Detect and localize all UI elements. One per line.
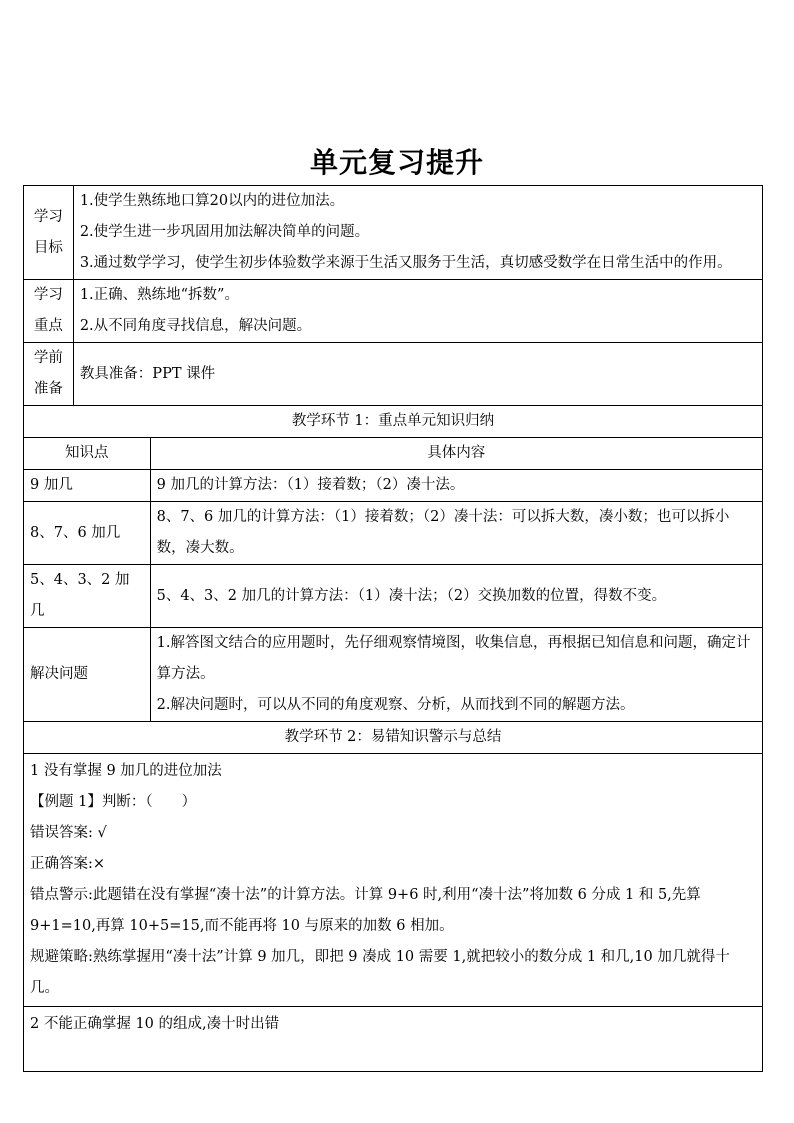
mistake-title: 2 不能正确掌握 10 的组成,凑十时出错 bbox=[30, 1016, 280, 1032]
mistake-block-1 bbox=[24, 754, 763, 1007]
mistake-warning: 错点警示:此题错在没有掌握“凑十法”的计算方法。计算 9+6 时,利用“凑十法”将加数 6 分成 1 和 5,先算 9+1=10,再算 10+5=15,而不能再将 10 与原来的加数 6 相加。 bbox=[30, 887, 701, 934]
preparation-content: 教具准备：PPT 课件 bbox=[73, 343, 762, 406]
preparation-row bbox=[24, 343, 763, 406]
table-row bbox=[24, 565, 763, 628]
avoid-strategy: 规避策略:熟练掌握用“凑十法”计算 9 加几，即把 9 凑成 10 需要 1,就把较小的数分成 1 和几,10 加几就得十几。 bbox=[30, 949, 730, 996]
section-heading: 教学环节 2：易错知识警示与总结 bbox=[24, 722, 763, 754]
list-item: 1.使学生熟练地口算20以内的进位加法。 bbox=[79, 193, 345, 209]
mistake-title: 1 没有掌握 9 加几的进位加法 bbox=[30, 763, 222, 779]
preparation-label: 学前 准备 bbox=[24, 343, 74, 406]
table-header-row bbox=[24, 438, 763, 470]
example-question: 【例题 1】判断：（ ） bbox=[30, 794, 197, 810]
knowledge-point: 解决问题 bbox=[24, 628, 151, 722]
section1-heading-row bbox=[24, 406, 763, 438]
column-header: 具体内容 bbox=[150, 438, 762, 470]
table-row bbox=[24, 502, 763, 565]
study-goals-content bbox=[73, 186, 762, 280]
list-item: 3.通过数学学习，使学生初步体验数学来源于生活又服务于生活，真切感受数学在日常生活中的作用。 bbox=[79, 255, 732, 271]
mistake-content bbox=[24, 1007, 763, 1072]
study-goals-row bbox=[24, 186, 763, 280]
list-item: 2.使学生进一步巩固用加法解决简单的问题。 bbox=[79, 224, 370, 240]
table-row bbox=[24, 628, 763, 722]
key-points-row bbox=[24, 280, 763, 343]
knowledge-content: 1.解答图文结合的应用题时，先仔细观察情境图，收集信息，再根据已知信息和问题，确定计算方法。 2.解决问题时，可以从不同的角度观察、分析，从而找到不同的解题方法。 bbox=[150, 628, 762, 722]
key-points-label: 学习 重点 bbox=[24, 280, 74, 343]
knowledge-content: 8、7、6 加几的计算方法：（1）接着数；（2）凑十法：可以拆大数，凑小数；也可以拆小数，凑大数。 bbox=[150, 502, 762, 565]
knowledge-point: 5、4、3、2 加几 bbox=[24, 565, 151, 628]
study-goals-label: 学习 目标 bbox=[24, 186, 74, 280]
wrong-answer: 错误答案: √ bbox=[30, 825, 107, 841]
column-header: 知识点 bbox=[24, 438, 151, 470]
correct-answer: 正确答案:× bbox=[30, 856, 106, 872]
knowledge-content: 5、4、3、2 加几的计算方法：（1）凑十法；（2）交换加数的位置，得数不变。 bbox=[150, 565, 762, 628]
lesson-table bbox=[23, 185, 763, 1072]
knowledge-point: 9 加几 bbox=[24, 470, 151, 502]
key-points-content bbox=[73, 280, 762, 343]
knowledge-content: 9 加几的计算方法：（1）接着数；（2）凑十法。 bbox=[150, 470, 762, 502]
mistake-content bbox=[24, 754, 763, 1007]
list-item: 2.从不同角度寻找信息，解决问题。 bbox=[79, 318, 312, 334]
section2-heading-row bbox=[24, 722, 763, 754]
page-title: 单元复习提升 bbox=[309, 146, 484, 179]
knowledge-point: 8、7、6 加几 bbox=[24, 502, 151, 565]
list-item: 1.正确、熟练地“拆数”。 bbox=[79, 287, 239, 303]
mistake-block-2 bbox=[24, 1007, 763, 1072]
section-heading: 教学环节 1：重点单元知识归纳 bbox=[24, 406, 763, 438]
table-row bbox=[24, 470, 763, 502]
